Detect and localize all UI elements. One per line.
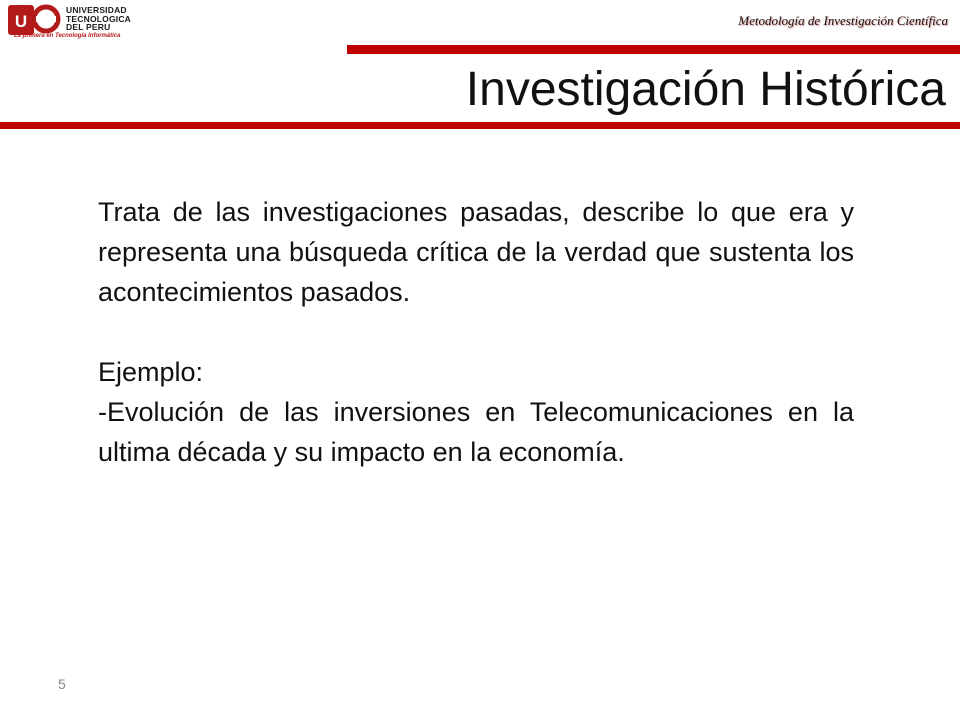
slide-body [98, 192, 854, 472]
slide-title: Investigación Histórica [465, 63, 946, 116]
example-label: Ejemplo: [98, 357, 204, 387]
logo-line-3: DEL PERU [66, 22, 111, 32]
header-accent-bar [347, 45, 960, 54]
slide-number: 5 [58, 676, 66, 692]
logo-tagline: La primera en Tecnología Informática [14, 32, 121, 39]
spacer [98, 312, 854, 352]
definition-paragraph: Trata de las investigaciones pasadas, describe lo que era y representa una búsqueda crítica de la verdad que sustenta los acontecimientos pasados. [98, 197, 854, 307]
svg-text:U: U [14, 12, 28, 31]
logo-line-1: UNIVERSIDAD [66, 5, 127, 15]
course-subject: Metodología de Investigación Científica [738, 13, 948, 28]
logo-line-2: TECNOLOGICA [66, 13, 132, 24]
logo-text [14, 5, 172, 39]
title-divider-bar [0, 122, 960, 129]
university-logo [8, 4, 156, 38]
example-text: -Evolución de las inversiones en Telecomunicaciones en la ultima década y su impacto en la economía. [98, 397, 854, 467]
